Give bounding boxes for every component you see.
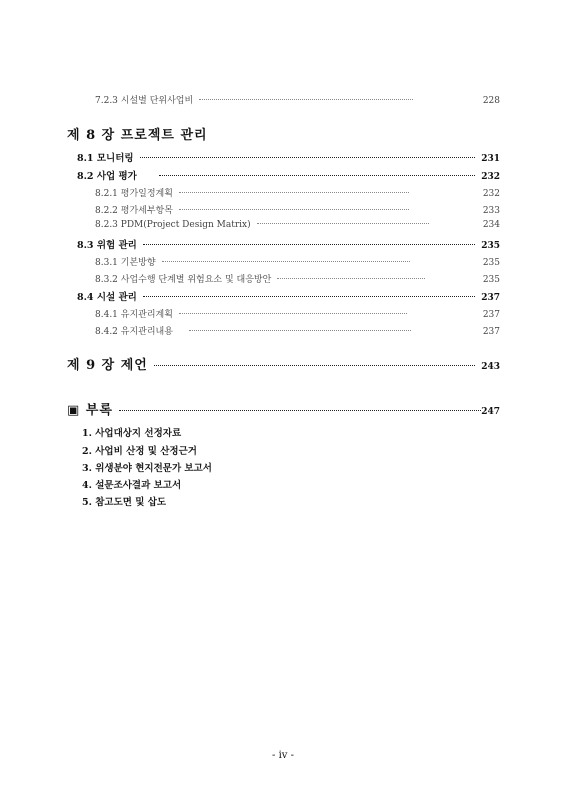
- dot-leader: [199, 99, 413, 100]
- toc-entry-label: 8.2.2 평가세부항목: [95, 206, 173, 216]
- chapter-title: 제 9 장 제언: [67, 358, 148, 373]
- toc-entry-label: 8.2.3 PDM(Project Design Matrix): [95, 220, 251, 230]
- toc-page-number: 235: [482, 258, 500, 268]
- toc-page-number: 247: [481, 407, 500, 417]
- toc-entry-8-2-2: [95, 203, 500, 216]
- toc-entry-8-2-1: [95, 186, 500, 199]
- toc-entry-8-3: [77, 237, 500, 251]
- dot-leader: [119, 410, 481, 411]
- toc-entry-8-4: [77, 289, 500, 303]
- toc-entry-8-4-2: [95, 324, 500, 337]
- toc-page-number: 232: [482, 189, 500, 199]
- toc-page-number: 233: [482, 206, 500, 216]
- toc-page-number: 231: [481, 154, 500, 164]
- appendix-item: 5. 참고도면 및 삽도: [82, 497, 167, 508]
- appendix-item: 1. 사업대상지 선정자료: [82, 428, 182, 439]
- dot-leader: [159, 175, 475, 176]
- toc-page-number: 243: [481, 362, 500, 372]
- toc-entry-8-1: [77, 150, 500, 164]
- dot-leader: [257, 223, 429, 224]
- dot-leader: [179, 209, 409, 210]
- toc-entry-chapter-9: [67, 354, 500, 373]
- toc-entry-label: 8.3 위험 관리: [77, 240, 137, 251]
- toc-entry-8-3-1: [95, 255, 500, 268]
- toc-entry-label: 8.4.2 유지관리내용: [95, 327, 173, 337]
- appendix-item: 3. 위생분야 현지전문가 보고서: [82, 463, 212, 474]
- toc-page-number: 237: [481, 293, 500, 303]
- dot-leader: [189, 330, 411, 331]
- dot-leader: [179, 313, 407, 314]
- toc-page-number: 237: [482, 327, 500, 337]
- toc-entry-label: 8.2.1 평가일정계획: [95, 189, 173, 199]
- dot-leader: [154, 365, 475, 366]
- toc-page-number: 228: [482, 96, 500, 106]
- toc-entry-8-2-3: [95, 220, 500, 230]
- toc-entry-7-2-3: [95, 93, 500, 106]
- dot-leader: [143, 296, 475, 297]
- toc-page-number: 232: [481, 172, 500, 182]
- dot-leader: [179, 192, 409, 193]
- toc-entry-8-4-1: [95, 307, 500, 320]
- toc-entry-label: 8.3.2 사업수행 단계별 위험요소 및 대응방안: [95, 275, 272, 285]
- dot-leader: [277, 278, 425, 279]
- dot-leader: [143, 244, 475, 245]
- toc-page-number: 234: [482, 220, 500, 230]
- toc-entry-label: 8.3.1 기본방향: [95, 258, 156, 268]
- appendix-item: 4. 설문조사결과 보고서: [82, 480, 182, 491]
- chapter-title: 제 8 장 프로젝트 관리: [67, 128, 208, 143]
- dot-leader: [162, 261, 410, 262]
- toc-page-number: 237: [482, 310, 500, 320]
- toc-page-number: 235: [481, 241, 500, 251]
- chapter-8-heading: [67, 124, 208, 143]
- toc-page-number: 235: [482, 275, 500, 285]
- toc-entry-8-2: [77, 168, 500, 182]
- toc-entry-label: 7.2.3 시설별 단위사업비: [95, 96, 194, 106]
- toc-entry-appendix: [67, 399, 500, 418]
- toc-entry-label: 8.1 모니터링: [77, 153, 134, 164]
- toc-entry-8-3-2: [95, 272, 500, 285]
- page-footer: - iv -: [272, 750, 294, 761]
- dot-leader: [140, 157, 476, 158]
- toc-entry-label: 8.4.1 유지관리계획: [95, 310, 173, 320]
- toc-entry-label: 8.4 시설 관리: [77, 292, 137, 303]
- toc-entry-label: 8.2 사업 평가: [77, 171, 137, 182]
- appendix-item: 2. 사업비 산정 및 산정근거: [82, 446, 197, 457]
- appendix-title: ▣ 부록: [67, 403, 113, 418]
